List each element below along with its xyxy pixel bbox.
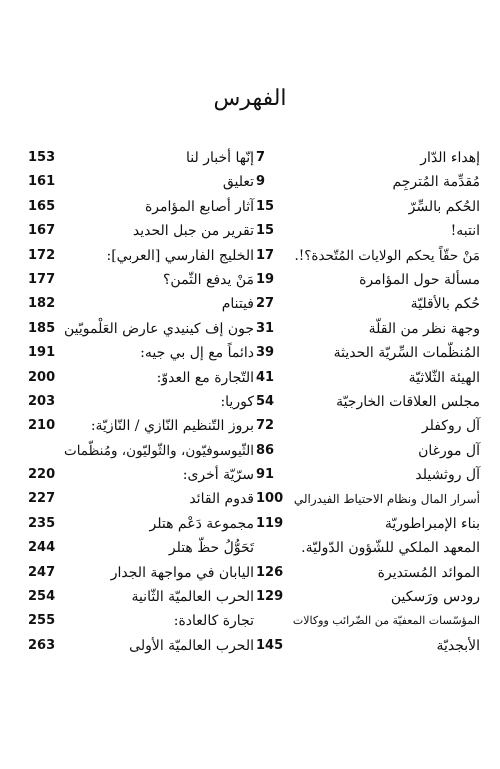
toc-entry-title: إهداء الدّار xyxy=(420,150,480,166)
toc-entry-title: مُقدِّمة المُترجِم xyxy=(392,174,480,191)
toc-entry xyxy=(22,219,254,243)
toc-entry-page-number: 39 xyxy=(256,345,275,361)
toc-entry-title: تعليق xyxy=(222,174,254,191)
toc-entry-title: مجموعة دَعْم هتلر xyxy=(149,515,254,532)
toc-entry-title: آل روكفلر xyxy=(421,418,480,435)
toc-entry-title: المُنظّمات السِّريّة الحديثة xyxy=(333,345,480,362)
toc-entry-page-number: 220 xyxy=(28,467,56,483)
toc-entry-page-number: 27 xyxy=(256,296,275,312)
toc-entry-page-number: 177 xyxy=(28,271,56,287)
toc-entry xyxy=(22,487,254,511)
toc-entry-title: آل روثشيلد xyxy=(415,467,480,484)
toc-entry xyxy=(22,146,254,170)
toc-entry-title: المؤسّسات المعفيّة من الضّرائب ووكالات xyxy=(292,614,480,628)
toc-right-column xyxy=(248,146,480,658)
toc-entry-title: رودس ورَسكين xyxy=(390,589,480,606)
toc-entry xyxy=(248,585,480,609)
toc-entry-title: الثّيوسوفيّون، والثّوليّون، ومُنظّمات xyxy=(63,442,254,459)
toc-entry-page-number: 247 xyxy=(28,564,56,580)
toc-entry-page-number: 119 xyxy=(256,515,284,531)
toc-entry-page-number: 153 xyxy=(28,150,56,165)
toc-entry-title: الخليج الفارسي [العربي]: xyxy=(106,247,254,264)
page-title: الفهرس xyxy=(213,86,287,111)
toc-entry xyxy=(22,609,254,633)
toc-entry xyxy=(248,536,480,560)
toc-entry xyxy=(248,390,480,414)
toc-entry xyxy=(22,292,254,316)
toc-entry xyxy=(248,317,480,341)
toc-entry-page-number: 126 xyxy=(256,564,284,580)
toc-entry-page-number: 129 xyxy=(256,589,284,605)
toc-entry-title: الحرب العالميّة الثّانية xyxy=(131,589,254,606)
toc-entry-title: آثار أصابع المؤامرة xyxy=(144,198,254,215)
toc-entry-page-number: 19 xyxy=(256,271,275,287)
toc-entry-title: أسرار المال ونظام الاحتياط الفيدرالي xyxy=(293,492,480,507)
toc-entry xyxy=(22,341,254,365)
toc-entry-title: المعهد الملكي للشّؤون الدّوليّة. xyxy=(301,540,480,557)
toc-entry xyxy=(248,463,480,487)
toc-entry xyxy=(22,512,254,536)
toc-entry xyxy=(248,439,480,463)
toc-entry-page-number: 9 xyxy=(256,174,266,190)
toc-entry-page-number: 86 xyxy=(256,442,275,458)
toc-entry-page-number: 172 xyxy=(28,247,56,263)
toc-entry-title: تَحَوُّلُ حظّ هتلر xyxy=(168,540,254,557)
toc-entry xyxy=(22,463,254,487)
toc-entry-page-number: 254 xyxy=(28,589,56,605)
toc-entry xyxy=(22,244,254,268)
toc-entry-page-number: 244 xyxy=(28,540,56,556)
toc-entry-page-number: 235 xyxy=(28,515,56,531)
toc-entry xyxy=(248,366,480,390)
toc-entry-title: بروز التّنظيم النّازي / النّازيّة: xyxy=(90,418,254,435)
toc-entry-title: دائماً مع إل بي جيه: xyxy=(140,345,254,362)
toc-entry-title: اليابان في مواجهة الجدار xyxy=(110,564,254,581)
toc-entry xyxy=(22,170,254,194)
toc-entry-page-number: 15 xyxy=(256,198,275,214)
toc-entry-page-number: 263 xyxy=(28,637,56,653)
toc-entry-title: وجهة نظر من القلّة xyxy=(368,320,480,337)
toc-entry-title: جون إف كينيدي عارض العَلْمويّين xyxy=(64,320,254,337)
toc-entry-page-number: 165 xyxy=(28,198,56,214)
toc-entry-page-number: 227 xyxy=(28,491,56,507)
toc-entry xyxy=(22,414,254,438)
toc-entry-title: حُكم بالأقليّة xyxy=(410,296,480,313)
toc-entry-page-number: 161 xyxy=(28,174,56,190)
toc-entry-page-number: 203 xyxy=(28,393,56,409)
toc-entry xyxy=(248,414,480,438)
toc-entry-page-number: 91 xyxy=(256,467,275,483)
toc-entry xyxy=(22,561,254,585)
toc-entry-page-number: 72 xyxy=(256,418,275,434)
toc-entry xyxy=(22,366,254,390)
toc-entry-page-number: 210 xyxy=(28,418,56,434)
toc-entry xyxy=(22,585,254,609)
toc-entry xyxy=(248,341,480,365)
toc-left-column xyxy=(22,146,254,658)
toc-entry-page-number: 167 xyxy=(28,223,56,239)
toc-entry xyxy=(22,195,254,219)
toc-entry-title: الأبجديّة xyxy=(436,637,480,654)
toc-entry-title: فيتنام xyxy=(221,296,254,313)
toc-entry-page-number: 182 xyxy=(28,296,56,312)
toc-entry-title: مَنْ يدفع الثّمن؟ xyxy=(162,271,254,288)
toc-entry xyxy=(248,170,480,194)
toc-entry-page-number: 54 xyxy=(256,393,275,409)
toc-entry-title: تقرير من جبل الحديد xyxy=(132,223,254,240)
toc-entry-title: الهيئة الثّلاثيّة xyxy=(408,369,480,386)
toc-entry-title: انتبه! xyxy=(450,223,480,240)
toc-entry xyxy=(248,195,480,219)
toc-entry-page-number: 185 xyxy=(28,320,56,336)
toc-entry-page-number: 15 xyxy=(256,223,275,239)
toc-entry-title: التّجارة مع العدوّ: xyxy=(156,369,254,386)
toc-entry xyxy=(248,244,480,268)
toc-entry-page-number: 31 xyxy=(256,320,275,336)
toc-entry xyxy=(248,146,480,170)
toc-entry-page-number: 191 xyxy=(28,345,56,361)
toc-entry-title: كوريا: xyxy=(220,393,254,410)
toc-entry xyxy=(22,390,254,414)
toc-entry-page-number: 17 xyxy=(256,247,275,263)
toc-entry-title: تجارة كالعادة: xyxy=(173,613,254,630)
toc-entry-page-number: 41 xyxy=(256,369,275,385)
toc-entry xyxy=(22,536,254,560)
toc-entry-title: مَنْ حقّاً يحكم الولايات المُتّحدة؟!. xyxy=(294,247,480,264)
toc-entry-title: مجلس العلاقات الخارجيّة xyxy=(336,393,480,410)
toc-entry xyxy=(22,634,254,658)
toc-entry-title: سرّيّة أخرى: xyxy=(182,467,254,484)
toc-entry-page-number: 145 xyxy=(256,637,284,653)
toc-entry-title: إنّها أخبار لنا xyxy=(186,150,254,166)
toc-entry xyxy=(22,268,254,292)
toc-entry-page-number: 200 xyxy=(28,369,56,385)
toc-entry xyxy=(248,512,480,536)
toc-entry xyxy=(248,634,480,658)
toc-entry xyxy=(248,268,480,292)
toc-entry xyxy=(248,609,480,633)
toc-entry xyxy=(248,561,480,585)
toc-entry xyxy=(248,487,480,511)
toc-entry xyxy=(248,219,480,243)
toc-entry-title: الموائد المُستديرة xyxy=(377,564,480,581)
toc-entry-title: بناء الإمبراطوريّة xyxy=(384,515,480,532)
toc-entry xyxy=(22,439,254,463)
toc-entry-title: الحُكم بالسِّرّ xyxy=(408,198,480,215)
toc-entry-page-number: 255 xyxy=(28,613,56,629)
toc-entry xyxy=(22,317,254,341)
toc-entry-title: مسألة حول المؤامرة xyxy=(359,271,480,288)
toc-entry-page-number: 100 xyxy=(256,491,284,507)
toc-entry-title: آل مورغان xyxy=(418,442,480,459)
toc-entry-page-number: 7 xyxy=(256,150,266,165)
toc-entry-title: الحرب العالميّة الأولى xyxy=(129,637,254,654)
toc-entry xyxy=(248,292,480,316)
toc-entry-title: قدوم القائد xyxy=(189,491,254,508)
